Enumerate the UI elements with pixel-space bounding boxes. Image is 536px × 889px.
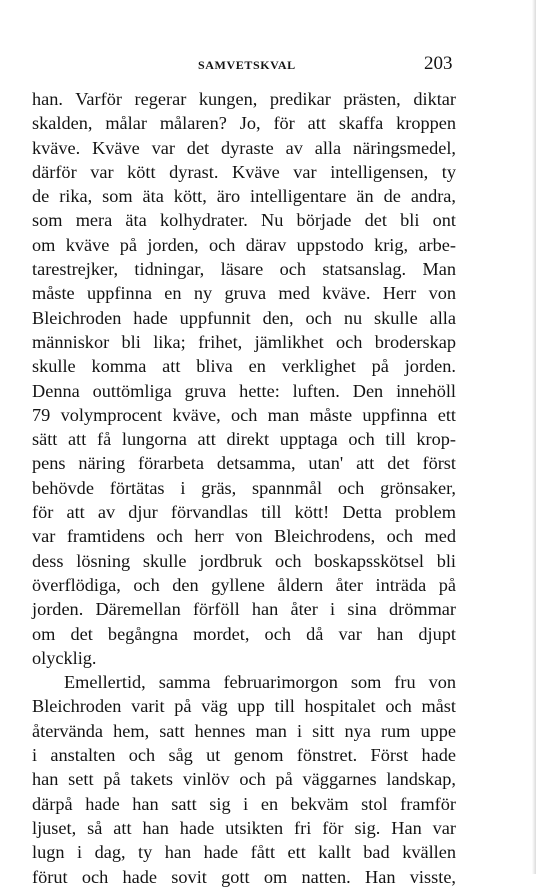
text-line: de rika, som äta kött, äro intelligentare än de andra,: [32, 186, 456, 207]
text-line: därför var kött dyrast. Kväve var intelligensen, ty: [32, 161, 456, 182]
text-line: lugn i dag, ty han hade fått ett kallt bad kvällen: [32, 842, 456, 863]
paragraph: [32, 670, 456, 889]
running-header: SAMVETSKVAL: [198, 58, 296, 72]
page-edge-shadow: [532, 0, 536, 874]
text-line: skalden, målar målaren? Jo, för att skaffa kroppen: [32, 113, 456, 134]
text-line: ljuset, så att han hade utsikten fri för sig. Han var: [32, 817, 456, 838]
text-line: var framtidens och herr von Bleichrodens, och med: [32, 526, 456, 547]
text-line: överflödiga, och den gyllene åldern åter inträda på: [32, 574, 456, 595]
text-line: som mera äta kolhydrater. Nu började det bli ont: [32, 210, 456, 231]
text-line: skulle komma att bliva en verklighet på jorden.: [32, 356, 456, 377]
text-line: därpå hade han satt sig i en bekväm stol framför: [32, 793, 456, 814]
text-line: 79 volymprocent kväve, och man måste uppfinna ett: [32, 404, 456, 425]
text-line: Denna outtömliga gruva hette: luften. Den innehöll: [32, 380, 456, 401]
text-line: om det begångna mordet, och då var han djupt: [32, 623, 456, 644]
text-line: tarestrejker, tidningar, läsare och statsanslag. Man: [32, 259, 456, 280]
text-line: förut och hade sovit gott om natten. Han visste,: [32, 866, 456, 887]
text-line: dess lösning skulle jordbruk och boskapsskötsel bli: [32, 550, 456, 571]
page-number: 203: [424, 53, 453, 74]
text-line: om kväve på jorden, och därav uppstodo krig, arbe-: [32, 234, 456, 255]
text-line: han sett på takets vinlöv och på väggarnes landskap,: [32, 769, 456, 790]
text-line: jorden. Däremellan förföll han åter i sina drömmar: [32, 599, 456, 620]
text-line: pens näring förarbeta detsamma, utan' att det först: [32, 453, 456, 474]
text-line: människor bli lika; frihet, jämlikhet och broderskap: [32, 331, 456, 352]
body-text: [32, 87, 456, 889]
text-line: i anstalten och såg ut genom fönstret. Först hade: [32, 745, 456, 766]
text-line: olycklig.: [32, 647, 97, 668]
text-line: han. Varför regerar kungen, predikar prästen, diktar: [32, 89, 456, 109]
text-line: återvända hem, satt hennes man i sitt nya rum uppe: [32, 720, 456, 741]
text-line: behövde förtätas i gräs, spannmål och grönsaker,: [32, 477, 456, 498]
text-line: kväve. Kväve var det dyraste av alla näringsmedel,: [32, 137, 456, 158]
text-line: Bleichroden varit på väg upp till hospitalet och måst: [32, 696, 456, 717]
text-line: Emellertid, samma februarimorgon som fru von: [64, 672, 456, 693]
paragraph: [32, 87, 456, 670]
text-line: Bleichroden hade uppfunnit den, och nu skulle alla: [32, 307, 456, 328]
text-line: för att av djur förvandlas till kött! Detta problem: [32, 502, 456, 523]
text-line: sätt att få lungorna att direkt upptaga och till krop-: [32, 429, 456, 450]
text-line: måste uppfinna en ny gruva med kväve. Herr von: [32, 283, 456, 304]
